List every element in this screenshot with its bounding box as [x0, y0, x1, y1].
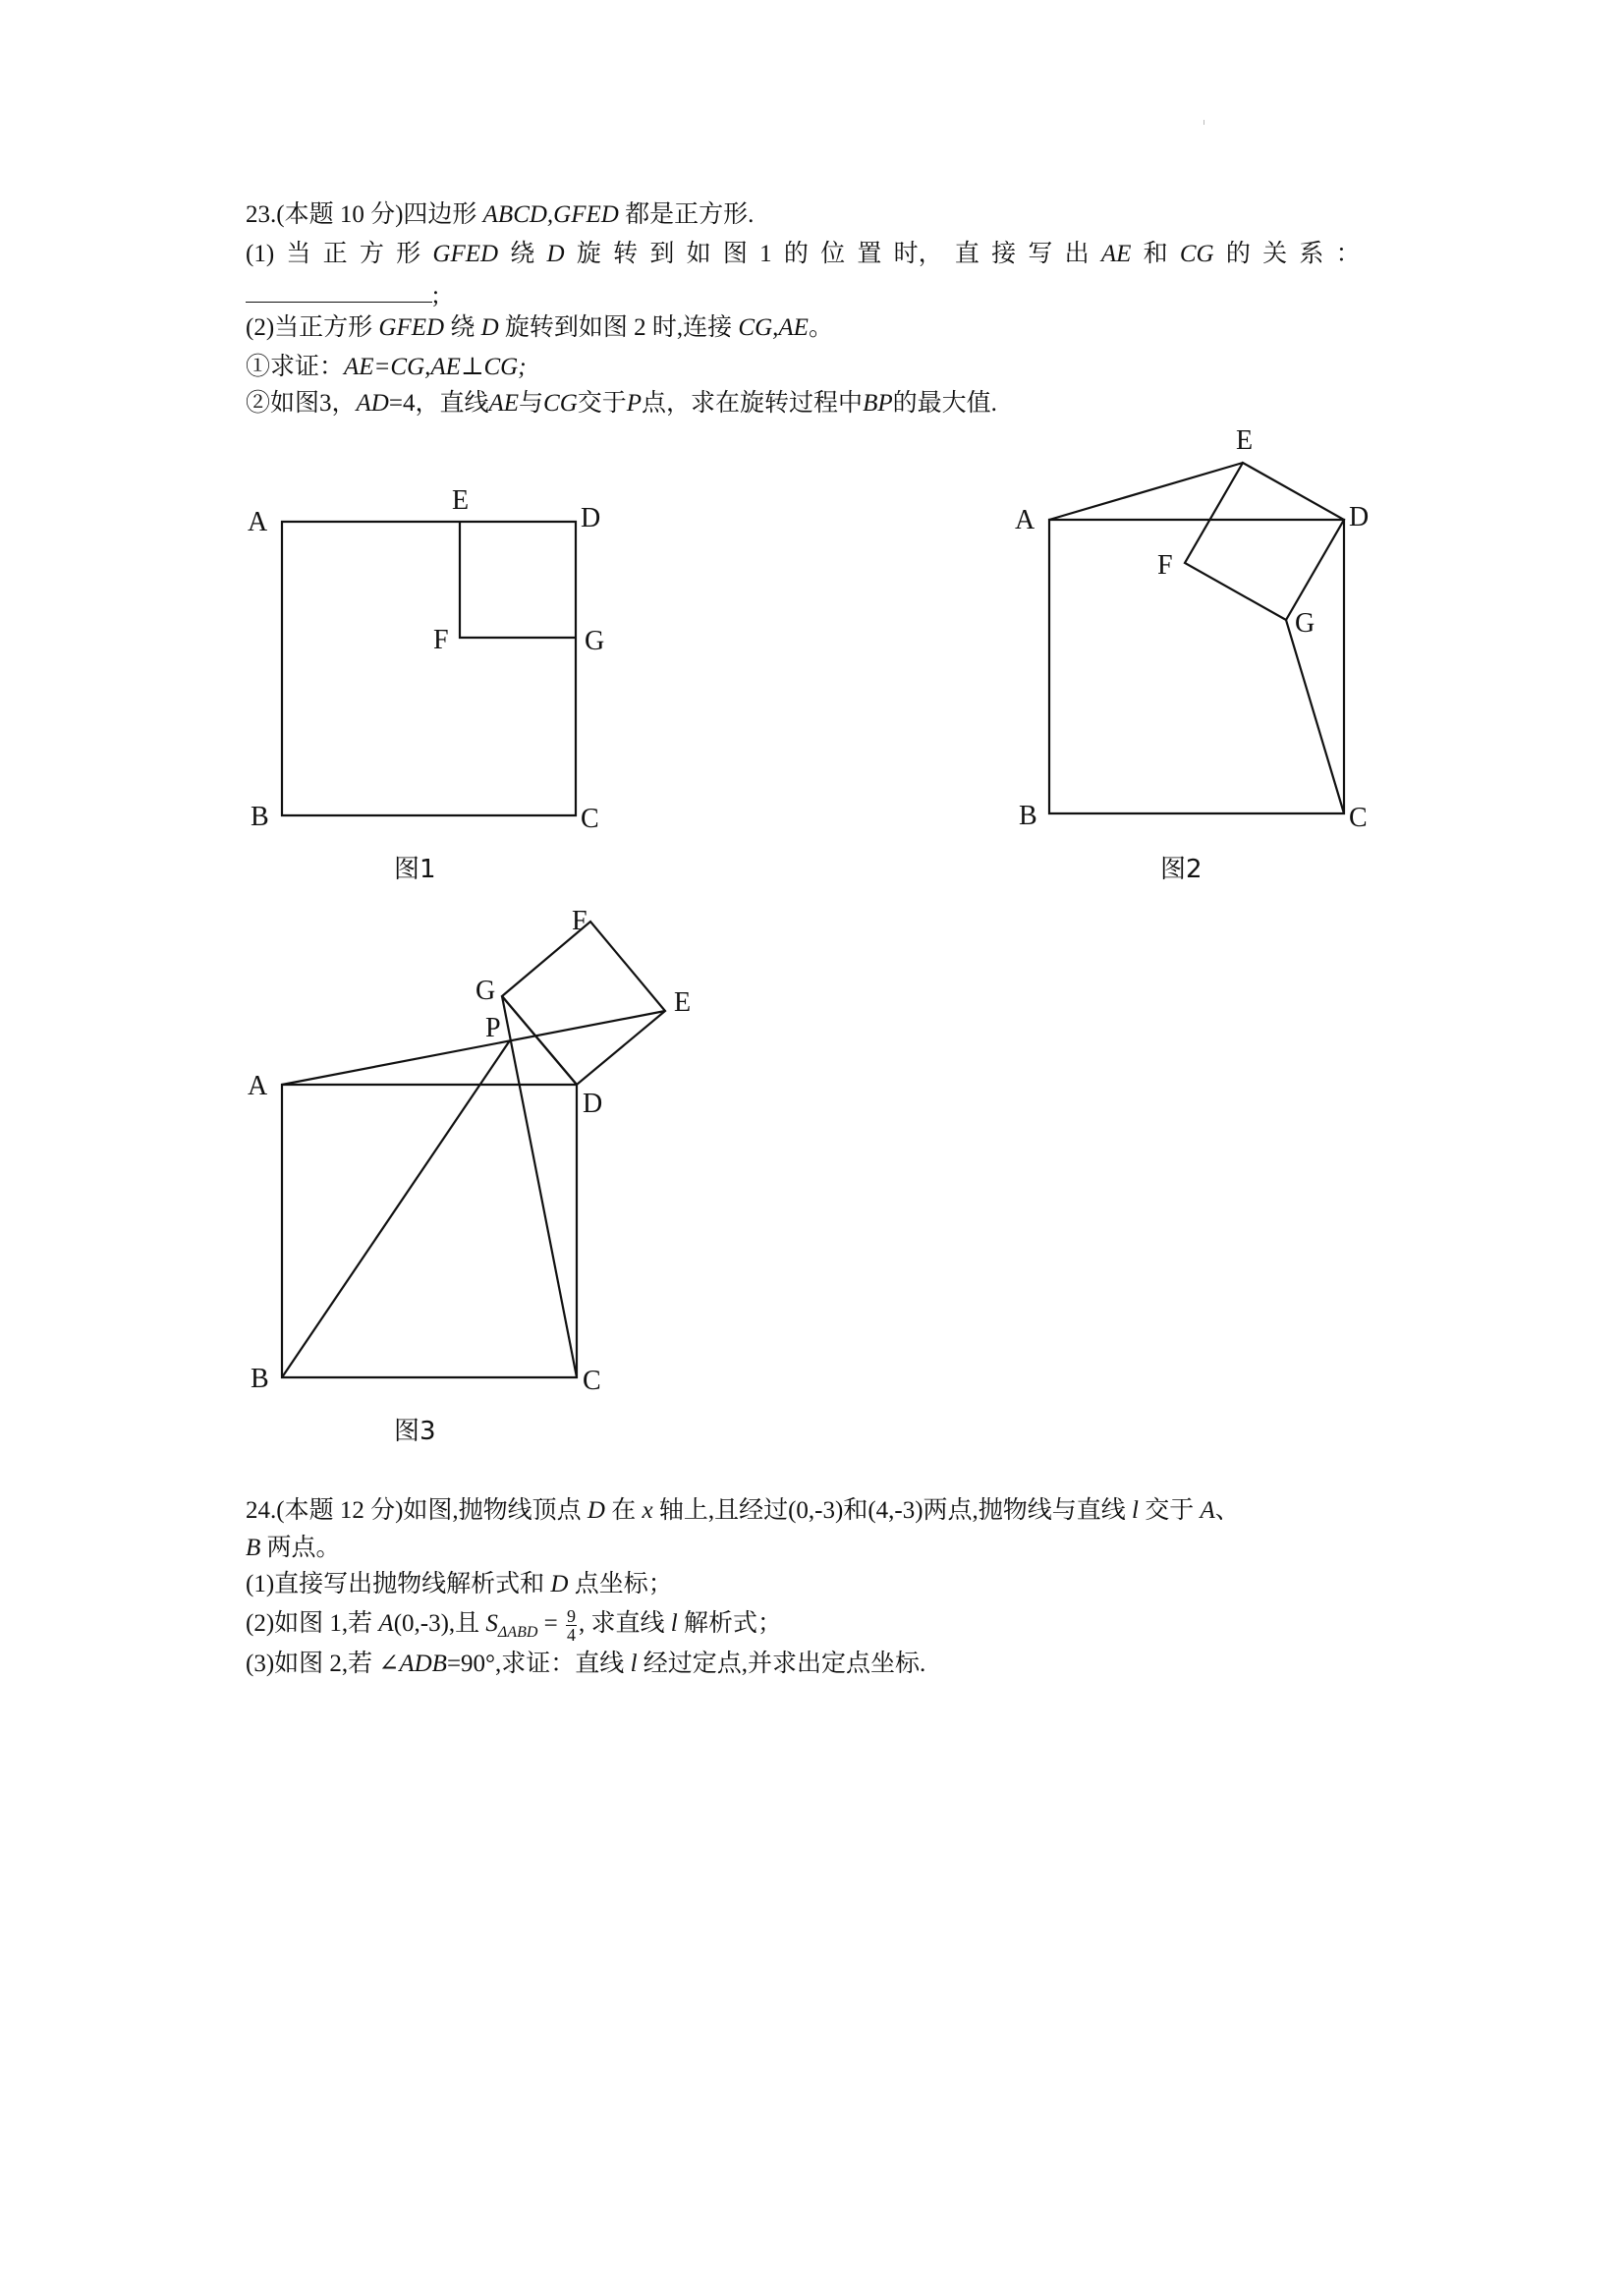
part1-word: 如 [686, 241, 711, 267]
fig1-label-f: F [433, 625, 449, 655]
text: 轴上,且经过(0,-3)和(4,-3)两点,抛物线与直线 [652, 1497, 1133, 1524]
q24-part1 [246, 1570, 673, 1599]
q23-header-squares: ABCD,GFED [482, 201, 619, 228]
fig3-label-a: A [248, 1071, 268, 1101]
part1-word: GFED [432, 241, 499, 267]
fig3-label-e: E [674, 987, 692, 1018]
math: BP [863, 390, 893, 417]
text: 、 [1214, 1497, 1240, 1524]
text: 与 [519, 390, 544, 417]
figure-3 [282, 922, 665, 1377]
q23-header-tail: 都是正方形. [618, 201, 755, 228]
text: 。 [808, 314, 833, 341]
part1-word: 到 [649, 241, 675, 267]
part1-word: 时， [893, 241, 943, 267]
text: 交于 [577, 390, 627, 417]
fig2-segment-cg [1286, 620, 1344, 813]
part1-word: 绕 [510, 241, 535, 267]
text: 在 [604, 1497, 643, 1524]
text: 两点。 [260, 1535, 341, 1561]
text: , 求直线 [579, 1610, 671, 1638]
text: (2)如图 1,若 [246, 1610, 379, 1638]
math: AE=CG,AE⊥CG; [344, 354, 527, 380]
math: D [480, 314, 499, 341]
math: D [550, 1571, 569, 1597]
part1-word: AE [1100, 241, 1132, 267]
q24-line2 [246, 1534, 341, 1563]
math: B [246, 1535, 261, 1561]
fig1-square-abcd [282, 522, 576, 815]
fig2-label-a: A [1015, 505, 1035, 535]
math: ∠ADB [378, 1651, 447, 1677]
part1-word: 旋 [576, 241, 601, 267]
text: ①求证： [246, 354, 345, 380]
text: 的最大值. [892, 390, 997, 417]
part1-word: 当 [286, 241, 311, 267]
fig2-square-gfed [1185, 463, 1344, 620]
fig1-square-gfed [460, 522, 576, 638]
math: CG,AE [738, 314, 809, 341]
math: P [626, 390, 643, 417]
fig3-line-ae [282, 1011, 665, 1085]
fig3-label-g: G [476, 976, 496, 1006]
fig1-label-g: G [585, 626, 605, 656]
part1-word: 转 [613, 241, 639, 267]
fig3-label-p: P [485, 1013, 501, 1043]
text: (0,-3),且 [393, 1610, 486, 1638]
part1-word: ： [1335, 241, 1361, 267]
part1-word: 和 [1143, 241, 1168, 267]
fig3-caption: 图3 [394, 1417, 436, 1446]
part1-word: 的 [1225, 241, 1251, 267]
part1-word: 系 [1299, 241, 1324, 267]
q24-line1 [246, 1496, 1240, 1526]
part1-word: 置 [857, 241, 882, 267]
equals: = [537, 1610, 565, 1638]
text: (1)直接写出抛物线解析式和 [246, 1571, 551, 1597]
area-symbol: S [485, 1610, 498, 1638]
part1-word: 的 [783, 241, 809, 267]
text: 交于 [1139, 1497, 1201, 1524]
fig3-segment-bp [282, 1040, 510, 1377]
area-subscript: ΔABD [497, 1624, 538, 1642]
part1-word: 出 [1064, 241, 1090, 267]
text: =4，直线 [388, 390, 489, 417]
text: 24.(本题 12 分)如图,抛物线顶点 [246, 1497, 588, 1524]
fig3-line-cg [502, 996, 577, 1377]
part1-word: 形 [396, 241, 421, 267]
fig2-label-f: F [1157, 550, 1173, 581]
math: AD [356, 390, 389, 417]
part1-word: 写 [1028, 241, 1053, 267]
part1-word: 正 [322, 241, 348, 267]
math: l [630, 1651, 638, 1677]
part1-word: 图 [722, 241, 748, 267]
text: 解析式； [677, 1610, 783, 1638]
fig1-label-c: C [581, 804, 599, 834]
text: 点，求在旋转过程中 [642, 390, 864, 417]
part1-word: (1) [246, 241, 275, 267]
math: A [1200, 1497, 1215, 1524]
text: ②如图3， [246, 390, 357, 417]
blank-semicolon: ; [432, 282, 439, 308]
fig3-square-gfed [502, 922, 665, 1085]
fig1-caption: 图1 [394, 855, 436, 884]
fig3-label-c: C [583, 1366, 601, 1396]
part1-word: 1 [759, 241, 772, 267]
math: x [642, 1497, 653, 1524]
fig3-label-b: B [251, 1364, 269, 1394]
fig2-label-d: D [1349, 502, 1370, 532]
fig3-label-f: F [572, 906, 588, 936]
text: 旋转到如图 2 时,连接 [498, 314, 739, 341]
q24-part3 [246, 1650, 925, 1679]
fig1-label-e: E [452, 485, 470, 516]
fig2-label-e: E [1236, 425, 1254, 456]
math: GFED [378, 314, 445, 341]
text: =90°,求证：直线 [446, 1651, 631, 1677]
q23-header-text: 23.(本题 10 分)四边形 [246, 201, 483, 228]
math: AE [488, 390, 519, 417]
text: 点坐标； [568, 1571, 673, 1597]
part1-word: 方 [359, 241, 384, 267]
part1-word: D [546, 241, 565, 267]
part1-word: 关 [1262, 241, 1288, 267]
text: 绕 [444, 314, 481, 341]
fraction [566, 1607, 577, 1644]
math: CG [543, 390, 578, 417]
q24-part2 [246, 1607, 782, 1648]
text: (3)如图 2,若 [246, 1651, 379, 1677]
text: 经过定点,并求出定点坐标. [637, 1651, 926, 1677]
fig3-label-d: D [583, 1089, 603, 1119]
fig3-square-abcd [282, 1085, 577, 1377]
math: D [587, 1497, 605, 1524]
fig1-label-d: D [581, 503, 601, 533]
figure-1 [282, 522, 576, 815]
math: l [670, 1610, 678, 1638]
fig2-label-c: C [1349, 803, 1368, 833]
part1-word: 位 [820, 241, 846, 267]
fig1-label-a: A [248, 507, 268, 537]
fig2-caption: 图2 [1160, 855, 1203, 884]
text: (2)当正方形 [246, 314, 379, 341]
part1-word: 接 [991, 241, 1017, 267]
fig2-label-b: B [1019, 801, 1037, 831]
part1-word: CG [1179, 241, 1214, 267]
fig2-label-g: G [1295, 608, 1315, 639]
fraction-denominator: 4 [567, 1625, 577, 1645]
fig1-label-b: B [251, 802, 269, 832]
math: l [1132, 1497, 1139, 1524]
fraction-numerator: 9 [567, 1606, 577, 1626]
math: A [378, 1610, 394, 1638]
part1-word: 直 [954, 241, 979, 267]
